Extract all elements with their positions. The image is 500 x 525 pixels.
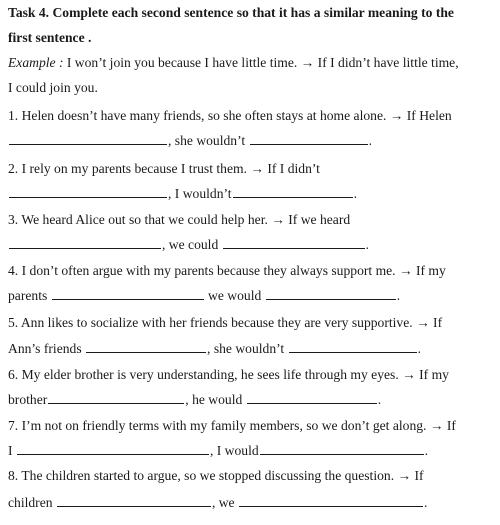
item-1-mid: , she wouldn’t xyxy=(168,133,249,148)
item-5-blank-2[interactable] xyxy=(289,341,417,353)
item-2-question: 2. I rely on my parents because I trust them. → If I didn’t xyxy=(8,161,320,176)
item-5-end: . xyxy=(417,341,421,356)
item-7-mid: , I would xyxy=(209,443,259,458)
item-6-answer xyxy=(8,391,496,409)
item-2-end: . xyxy=(353,186,357,201)
example-label: Example : xyxy=(8,55,64,70)
item-6-mid: , he would xyxy=(185,392,246,407)
item-6-question: 6. My elder brother is very understanding, he sees life through my eyes. → If my xyxy=(8,367,449,382)
item-4-blank-2[interactable] xyxy=(266,288,396,300)
item-1-question: 1. Helen doesn’t have many friends, so she often stays at home alone. → If Helen xyxy=(8,108,452,123)
item-3-blank-1[interactable] xyxy=(9,237,161,249)
item-6-start: brother xyxy=(8,392,48,407)
item-4-answer xyxy=(8,287,496,305)
item-1-answer xyxy=(8,132,496,150)
item-2-blank-1[interactable] xyxy=(9,186,167,198)
item-6-blank-1[interactable] xyxy=(48,392,184,404)
example-line1 xyxy=(8,54,496,72)
item-8-question: 8. The children started to argue, so we stopped discussing the question. → If xyxy=(8,468,424,483)
item-3-question: 3. We heard Alice out so that we could help her. → If we heard xyxy=(8,212,351,227)
example-text: I won’t join you because I have little time. → If I didn’t have little time, xyxy=(63,55,459,70)
item-5-mid: , she wouldn’t xyxy=(207,341,288,356)
item-2-mid: , I wouldn’t xyxy=(168,186,232,201)
item-7-blank-2[interactable] xyxy=(260,443,424,455)
item-5-start: Ann’s friends xyxy=(8,341,86,356)
item-8-blank-2[interactable] xyxy=(239,495,423,507)
item-2-blank-2[interactable] xyxy=(233,186,353,198)
item-8-start: children xyxy=(8,495,56,510)
item-8-answer xyxy=(8,494,496,512)
item-3-end: . xyxy=(365,237,370,252)
item-8-mid: , we xyxy=(211,495,238,510)
item-3-mid: , we could xyxy=(162,237,222,252)
example-line2: I could join you. xyxy=(8,80,98,95)
item-6-blank-2[interactable] xyxy=(247,392,377,404)
item-8-end: . xyxy=(423,495,428,510)
item-4-blank-1[interactable] xyxy=(52,288,204,300)
item-3-blank-2[interactable] xyxy=(223,237,365,249)
item-5-blank-1[interactable] xyxy=(86,341,206,353)
item-4-mid: we would xyxy=(204,288,265,303)
item-7-end: . xyxy=(424,443,429,458)
item-7-answer xyxy=(8,442,496,460)
item-6-end: . xyxy=(377,392,382,407)
item-2-answer xyxy=(8,185,496,203)
item-4-question: 4. I don’t often argue with my parents because they always support me. → If my xyxy=(8,263,446,278)
task-title-line2: first sentence . xyxy=(8,30,92,45)
item-7-start: I xyxy=(8,443,16,458)
item-7-blank-1[interactable] xyxy=(17,443,209,455)
item-4-start: parents xyxy=(8,288,51,303)
item-1-blank-2[interactable] xyxy=(250,133,368,145)
item-5-question: 5. Ann likes to socialize with her friends because they are very supportive. → If xyxy=(8,315,443,330)
item-1-blank-1[interactable] xyxy=(9,133,167,145)
item-4-end: . xyxy=(396,288,401,303)
item-8-blank-1[interactable] xyxy=(57,495,211,507)
item-7-question: 7. I’m not on friendly terms with my family members, so we don’t get along. → If xyxy=(8,418,456,433)
item-3-answer xyxy=(8,236,496,254)
item-1-end: . xyxy=(368,133,372,148)
item-5-answer xyxy=(8,340,496,358)
task-title-line1: Task 4. Complete each second sentence so that it has a similar meaning to the xyxy=(8,5,454,20)
